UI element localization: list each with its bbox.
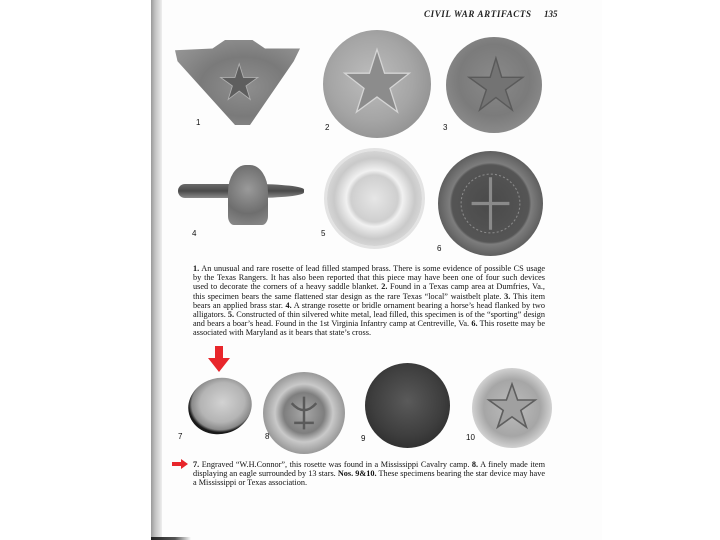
figure-label-2: 2: [325, 123, 330, 132]
star-icon: [323, 30, 431, 138]
figure-3-image: [446, 37, 542, 133]
figure-label-10: 10: [466, 433, 475, 442]
star-icon: [472, 368, 552, 448]
caption-number: 5.: [227, 310, 235, 320]
caption-text: These specimens bearing the star device may have a Mississippi or Texas association.: [193, 469, 545, 488]
caption-text: Engraved “W.H.Connor”, this rosette was found in a Mississippi Cavalry camp.: [199, 460, 472, 469]
caption-text: This rosette may be associated with Maryland as it bears that state’s cross.: [193, 319, 545, 338]
caption-number: 6.: [471, 319, 478, 329]
caption-number: 3.: [504, 291, 511, 301]
caption-text: Found in a Texas camp area at Dumfries, Va., this specimen bears the same flattened star design as the rare Texas “local” waistbelt plate.: [193, 282, 545, 301]
red-down-arrow-icon: [208, 346, 230, 372]
figure-label-3: 3: [443, 123, 448, 132]
figure-6-image: [438, 151, 543, 256]
caption-number: 7.: [193, 460, 200, 469]
star-icon: [446, 37, 542, 133]
caption-number: 4.: [285, 300, 292, 310]
caption-text: A strange rosette or bridle ornament bearing a horse’s head flanked by two alligators.: [193, 300, 546, 320]
figure-10-image: [472, 368, 552, 448]
caption-number: 8.: [471, 460, 479, 469]
caption-text: An unusual and rare rosette of lead filled stamped brass. There is some evidence of possible CS usage by the Texas Rangers. It has also been reported that this piece may have been one of four such devices used to decorate the corners of a heavy saddle blanket.: [193, 264, 545, 292]
book-spine-edge: [151, 0, 162, 540]
caption-text: Constructed of thin silvered white metal, lead filled, this specimen is of the “sporting” design and bears a boar’s head. Found in the 1st Virginia Infantry camp at Centreville, Va.: [193, 310, 545, 329]
caption-text: This item bears an applied brass star.: [193, 291, 545, 310]
page-number: 135: [544, 9, 558, 19]
running-head: CIVIL WAR ARTIFACTS: [424, 9, 532, 19]
figure-label-8: 8: [265, 432, 270, 441]
figure-label-7: 7: [178, 432, 183, 441]
figure-4-horse-head: [228, 165, 268, 225]
figure-5-image: [327, 151, 422, 246]
figure-label-4: 4: [192, 229, 197, 238]
caption-number: Nos. 9&10.: [337, 469, 377, 479]
figure-label-5: 5: [321, 229, 326, 238]
figure-9-image: [365, 363, 450, 448]
caption-number: 2.: [381, 282, 388, 292]
figure-2-image: [323, 30, 431, 138]
figure-label-1: 1: [196, 118, 201, 127]
eagle-icon: [263, 372, 345, 454]
caption-figures-1-6: [193, 264, 545, 338]
caption-figures-7-10: [193, 460, 545, 488]
cross-icon: [438, 151, 543, 256]
figure-label-6: 6: [437, 244, 442, 253]
figure-label-9: 9: [361, 434, 366, 443]
figure-8-image: [263, 372, 345, 454]
red-right-arrow-icon: [172, 459, 188, 469]
caption-text: A finely made item displaying an eagle surrounded by 13 stars.: [193, 460, 545, 479]
caption-number: 1.: [193, 264, 200, 273]
